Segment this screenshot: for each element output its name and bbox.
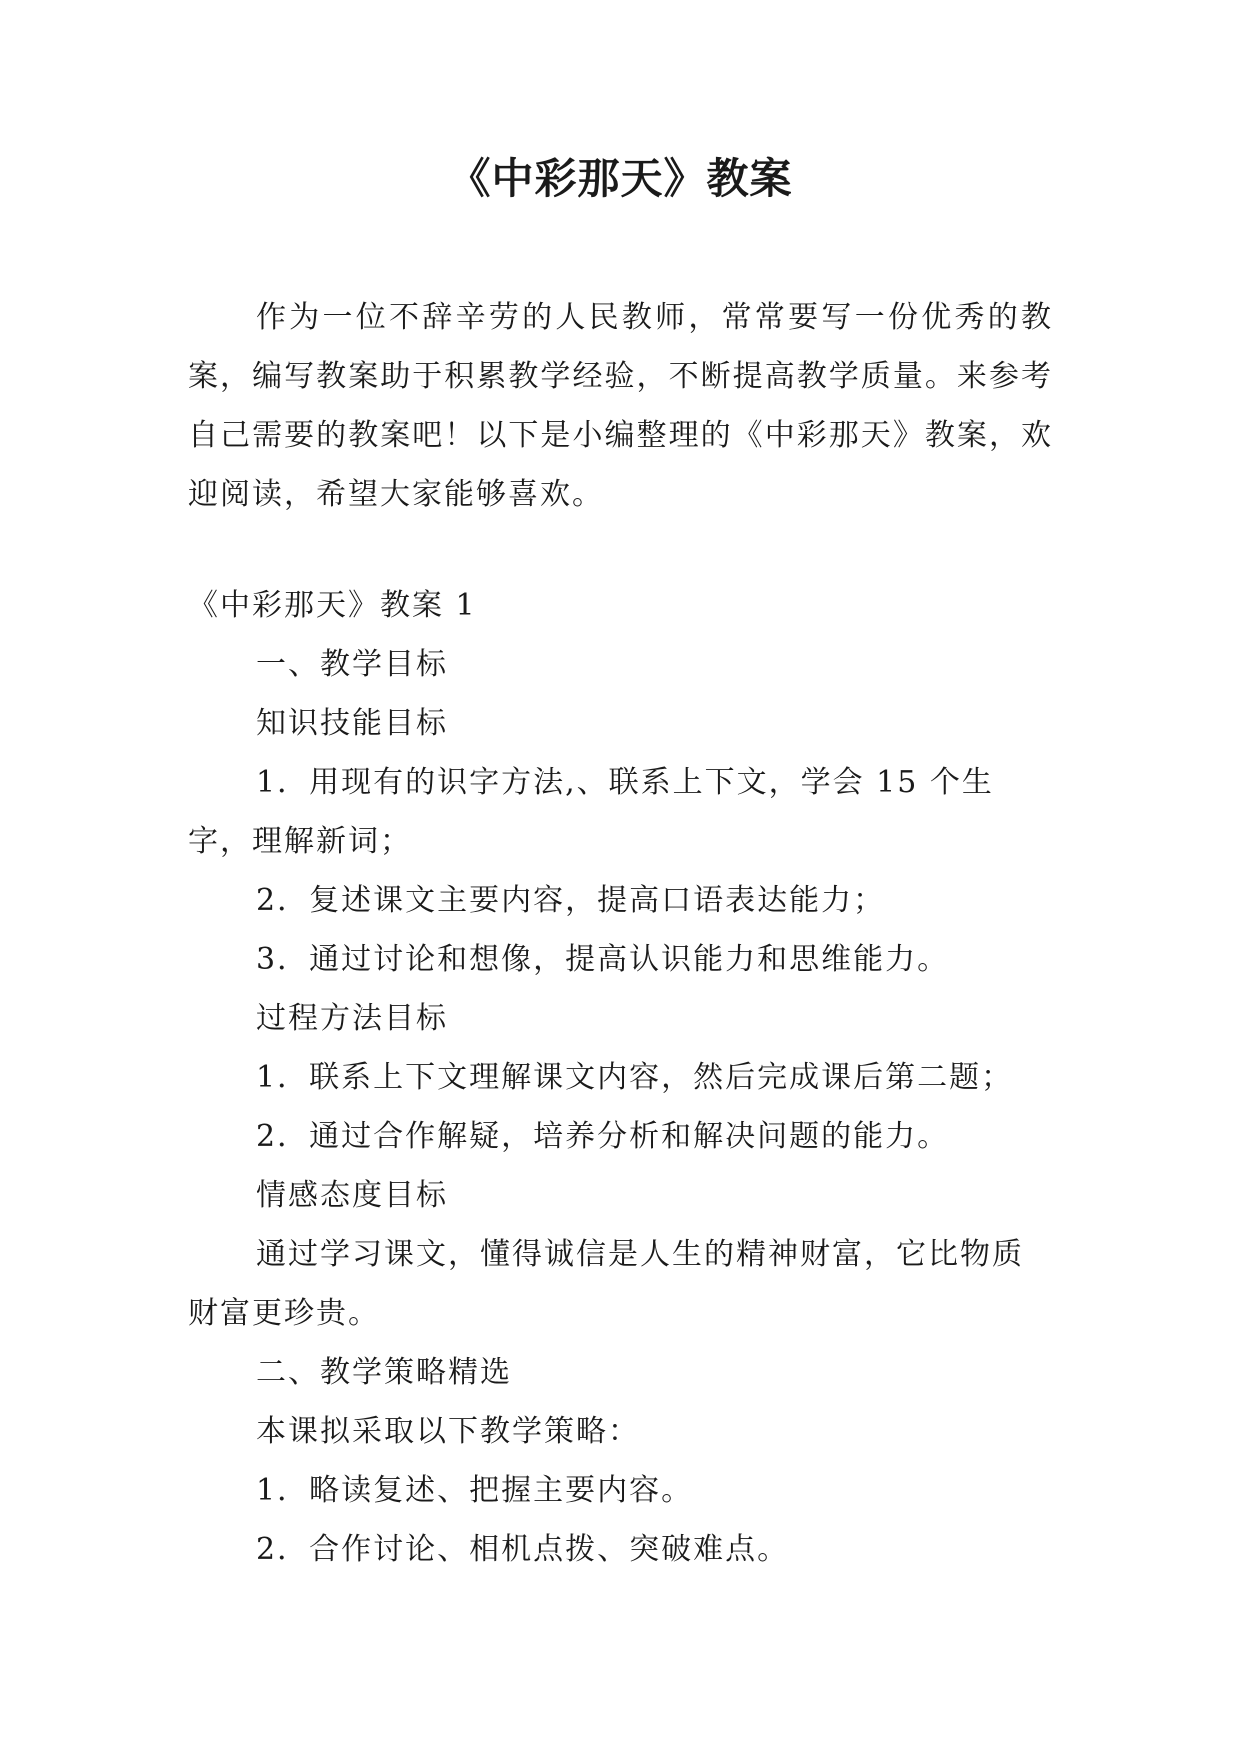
strategy-intro: 本课拟采取以下教学策略： bbox=[256, 1414, 640, 1449]
subheading-emotion-attitude: 情感态度目标 bbox=[256, 1178, 448, 1213]
goal-item: 1．联系上下文理解课文内容，然后完成课后第二题； bbox=[256, 1060, 1014, 1095]
goal-item: 2．复述课文主要内容，提高口语表达能力； bbox=[256, 883, 886, 918]
heading-teaching-goals: 一、教学目标 bbox=[256, 647, 448, 682]
subheading-process-methods: 过程方法目标 bbox=[256, 1001, 448, 1036]
heading-teaching-strategy: 二、教学策略精选 bbox=[256, 1355, 512, 1390]
intro-paragraph: 作为一位不辞辛劳的人民教师，常常要写一份优秀的教案，编写教案助于积累教学经验，不断提高教学质量。来参考自己需要的教案吧！以下是小编整理的《中彩那天》教案，欢迎阅读，希望大家能够喜欢。 bbox=[188, 300, 1053, 512]
document-title: 《中彩那天》教案 bbox=[448, 154, 793, 203]
section-heading: 《中彩那天》教案 1 bbox=[188, 588, 477, 623]
goal-item: 2．通过合作解疑，培养分析和解决问题的能力。 bbox=[256, 1119, 950, 1154]
document-body bbox=[188, 576, 1053, 1579]
goal-item: 1．用现有的识字方法,、联系上下文，学会 15 个生字，理解新词； bbox=[188, 765, 994, 859]
strategy-item: 2．合作讨论、相机点拨、突破难点。 bbox=[256, 1532, 790, 1567]
goal-item: 3．通过讨论和想像，提高认识能力和思维能力。 bbox=[256, 942, 950, 977]
strategy-item: 1．略读复述、把握主要内容。 bbox=[256, 1473, 694, 1508]
goal-item: 通过学习课文，懂得诚信是人生的精神财富，它比物质财富更珍贵。 bbox=[188, 1237, 1024, 1331]
subheading-knowledge-skills: 知识技能目标 bbox=[256, 706, 448, 741]
